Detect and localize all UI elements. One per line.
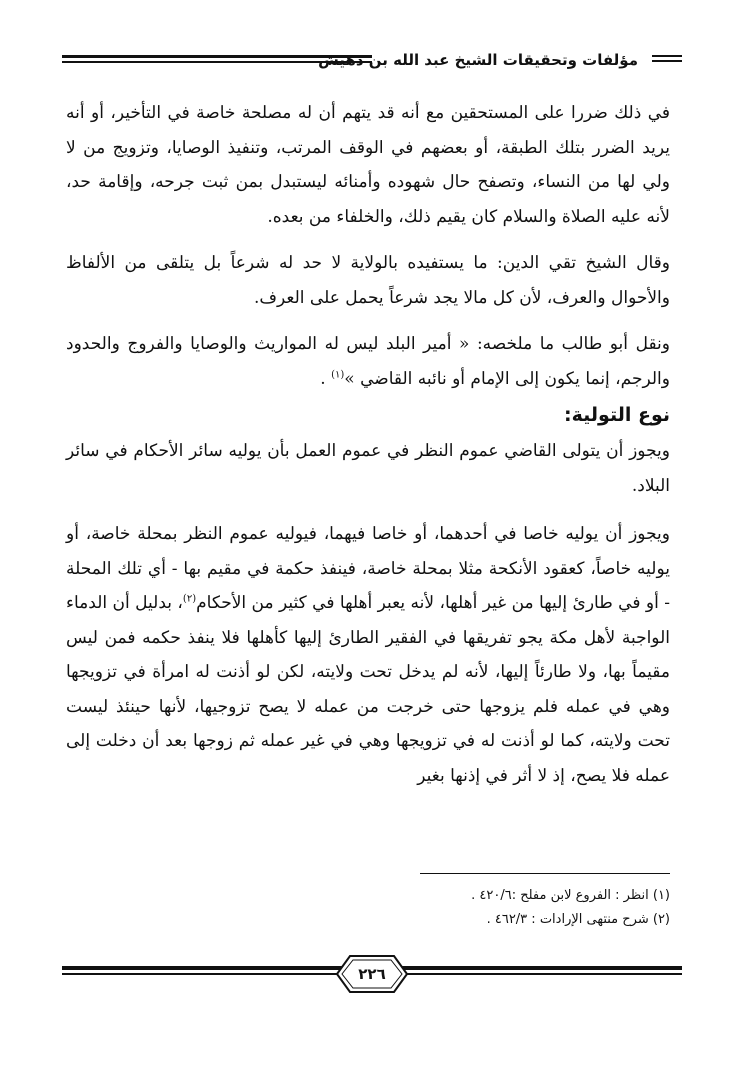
paragraph-4: ويجوز أن يتولى القاضي عموم النظر في عموم العمل بأن يوليه سائر الأحكام في سائر البلاد. [66,441,670,496]
footnotes [66,884,670,932]
paragraph-3-end: . [320,368,332,389]
paragraph-5 [66,517,670,793]
page-footer [62,954,682,998]
footnote-1: (١) انظر : الفروع لابن مفلح :٤٢٠/٦ . [471,888,670,903]
footnote-2: (٢) شرح منتهى الإرادات : ٤٦٢/٣ . [486,912,670,927]
paragraph-5-text-a: ويجوز أن يوليه خاصا في أحدهما، أو خاصا فيهما، فيوليه عموم النظر بمحلة خاصة، أو يوليه خاصاً، كعقود الأنكحة مثلا بمحلة خاصة، فينفذ حكمة في مقيم بها - أي تلك المحلة - أو في طارئ إليها من غير أهلها، لأنه يعبر أهلها في كثير من الأحكام [66,524,670,613]
header-rule-right [652,55,682,65]
paragraph-2: وقال الشيخ تقي الدين: ما يستفيده بالولاية لا حد له شرعاً بل يتلقى من الألفاظ والأحوال والعرف، لأن كل مالا يجد شرعاً يحمل على العرف. [66,253,670,308]
paragraph-3 [66,327,670,396]
body-text [66,96,670,793]
paragraph-5-text-b: ، بدليل أن الدماء الواجبة لأهل مكة يجو تفريقها في الفقير الطارئ إليها كأهلها فلا ينفذ حكمه فمن ليس مقيماً بها، ولا طارئاً إليها، لأنه لم يدخل تحت ولايته، لكن لو أذنت له امرأة في تزويجها وهي في عمله فلم يزوجها حتى خرجت من عمله لا يصح تزوجيها، لأنها حينئذ ليست تحت ولايته، كما لو أذنت له في تزويجها وهي في غير عمله ثم زوجها بعد أن دخلت إلى عمله فلا يصح، إذ لا أثر في إذنها بغير [66,593,670,786]
section-heading: نوع التولية: [564,404,670,426]
footnote-ref-2: (٢) [182,593,197,605]
paragraph-3-text: ونقل أبو طالب ما ملخصه: « أمير البلد ليس له المواريث والوصايا والفروج والحدود والرجم، إنما يكون إلى الإمام أو نائبه القاضي » [66,334,670,389]
header-title: مؤلفات وتحقيقات الشيخ عبد الله بن دهيش [318,51,638,69]
running-header [62,46,682,76]
footnote-separator [420,873,670,874]
paragraph-1: في ذلك ضررا على المستحقين مع أنه قد يتهم أن له مصلحة خاصة في التأخير، أو أنه يريد الضرر بتلك الطبقة، أو بعضهم في الوقف المرتب، وتنفيذ الوصايا، وتزويج من لا ولي لها من النساء، وتصفح حال شهوده وأمنائه ليستبدل بمن ثبت جرحه، وإقامة حد، لأنه عليه الصلاة والسلام كان يقيم ذلك، والخلفاء من بعده. [66,103,670,227]
page-number: ٢٢٦ [358,965,386,983]
footnote-ref-1: (١) [331,368,345,380]
